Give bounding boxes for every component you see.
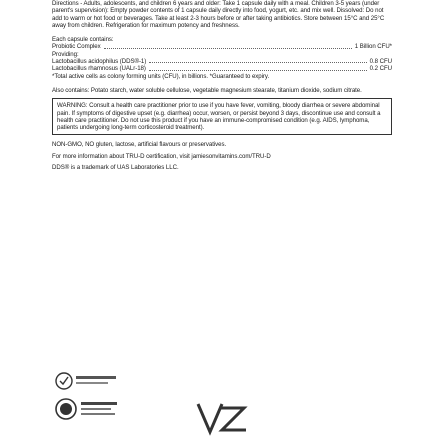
ingredient-row (52, 43, 392, 50)
more-info-text: For more information about TRU-D certification, visit jamiesonvitamins.com/TRU-D (52, 152, 271, 160)
ingredient-row (52, 65, 392, 72)
certification-seal-icon (54, 394, 124, 424)
also-contains-text: Also contains: Potato starch, water soluble cellulose, vegetable magnesium stearate, titanium dioxide, sodium citrate. (52, 86, 362, 94)
ingredient-name: Providing: (52, 50, 79, 58)
ingredient-name: Probiotic Complex (52, 43, 101, 51)
warning-box (52, 98, 392, 135)
ingredient-name: Lactobacillus rhamnosus (UALr-18) (52, 65, 146, 73)
directions-text: Directions - Adults, adolescents, and children 6 years and older: Take 1 capsule daily with a meal. Children 3-5 years (under parent's supervision): Empty powder contents of 1 capsule daily directly into food, yogurt, etc. and mix well. Dissolved: Do not add to warm or hot food or beverages. Take at least 2-3 hours before or after taking antibiotics. Store between 15°C and 25°C away from children. Refrigeration for maximum potency and freshness. (52, 0, 385, 29)
brand-logo-icon (54, 370, 124, 392)
leader-dots (149, 65, 367, 70)
ingredient-value: 0.8 CFU (369, 58, 392, 66)
warning-text: WARNING: Consult a health care practitioner prior to use if you have fever, vomiting, bloody diarrhea or severe abdominal pain. If symptoms of digestive upset (e.g. diarrhea) occur, worsen, or persist beyond 3 days, discontinue use and consult a health care practitioner. Do not use this product if you have an immune-compromised condition (e.g. AIDS, lymphoma, patients undergoing long-term corticosteroid treatment). (57, 102, 381, 132)
contains-header: Each capsule contains: (52, 36, 114, 44)
ingredients-list (52, 43, 392, 72)
ingredient-value: 1 Billion CFU* (354, 43, 392, 51)
footnote-text: *Total active cells as colony forming units (CFU), in billions. *Guaranteed to expiry. (52, 72, 270, 80)
certification-logos (52, 368, 352, 448)
leader-dots (149, 58, 366, 63)
non-gmo-text: NON-GMO, NO gluten, lactose, artificial flavours or preservatives. (52, 141, 227, 149)
ingredient-row (52, 51, 392, 58)
leader-dots (104, 43, 352, 48)
ingredient-row (52, 58, 392, 65)
product-mark-icon (192, 398, 252, 438)
ingredient-name: Lactobacillus acidophilus (DDS®-1) (52, 58, 147, 66)
trademark-text: DDS® is a trademark of UAS Laboratories LLC. (52, 164, 179, 172)
ingredient-value: 0.2 CFU (369, 65, 392, 73)
